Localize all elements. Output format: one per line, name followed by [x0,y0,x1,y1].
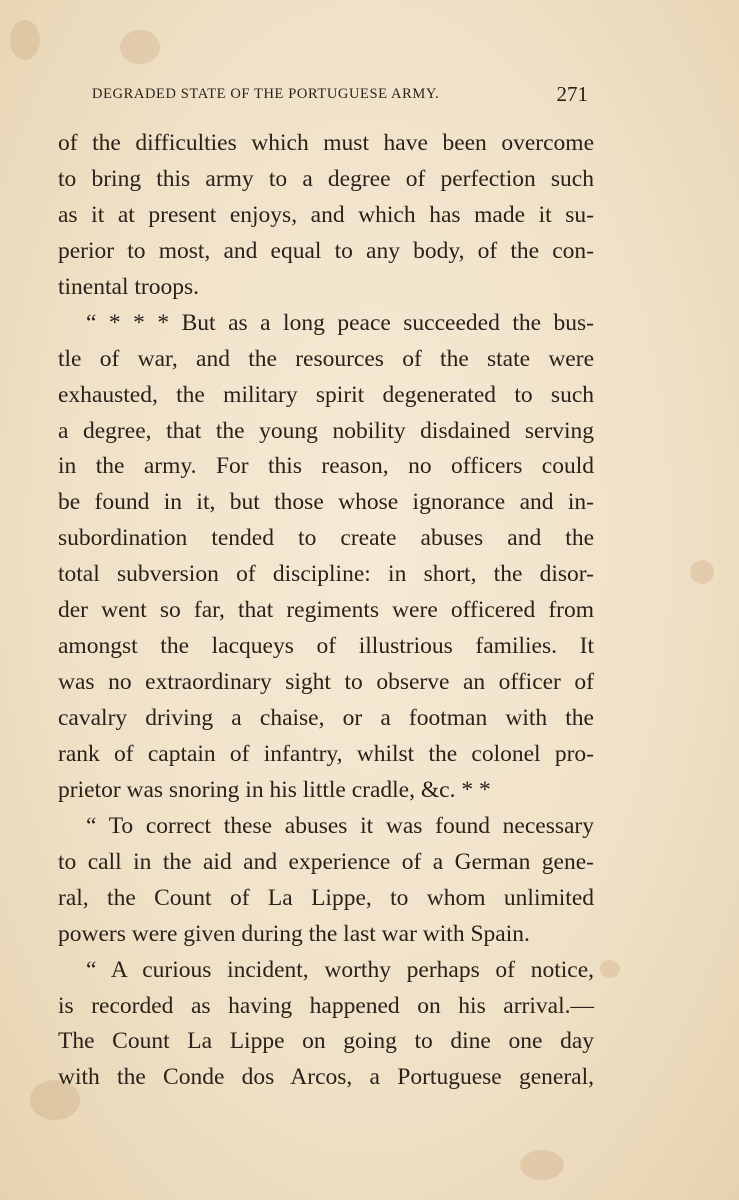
text-line: powers were given during the last war with Spain. [58,920,530,947]
paper-stain [520,1150,564,1180]
text-line: prietor was snoring in his little cradle, &c. * * [58,776,491,803]
text-line: “ To correct these abuses it was found necessary [86,812,594,839]
page-number: 271 [556,82,588,106]
text-line: perior to most, and equal to any body, of the con- [58,237,594,264]
text-line: was no extraordinary sight to observe an officer of [58,669,594,696]
text-line: of the difficulties which must have been overcome [58,130,594,156]
text-line: “ A curious incident, worthy perhaps of notice, [86,956,594,983]
paper-stain [600,960,620,978]
text-line: The Count La Lippe on going to dine one day [58,1028,594,1055]
text-line: rank of captain of infantry, whilst the colonel pro- [58,740,594,767]
text-line: a degree, that the young nobility disdained serving [58,417,594,444]
text-line: tle of war, and the resources of the state were [58,345,594,372]
text-line: to bring this army to a degree of perfection such [58,165,594,192]
text-line: be found in it, but those whose ignorance and in- [58,489,594,516]
text-line: with the Conde dos Arcos, a Portuguese general, [58,1064,594,1091]
body-text [58,126,594,1096]
text-line: “ * * * But as a long peace succeeded the bus- [86,309,594,336]
text-line: tinental troops. [58,273,199,300]
text-line: is recorded as having happened on his arrival.— [58,992,594,1019]
text-line: as it at present enjoys, and which has made it su- [58,201,594,228]
text-line: cavalry driving a chaise, or a footman with the [58,705,594,731]
text-line: amongst the lacqueys of illustrious families. It [58,633,594,660]
paper-stain [690,560,714,584]
running-header [92,82,592,108]
text-line: in the army. For this reason, no officers could [58,453,594,480]
text-line: ral, the Count of La Lippe, to whom unlimited [58,884,594,911]
text-line: subordination tended to create abuses and the [58,525,594,552]
text-line: der went so far, that regiments were officered from [58,597,594,624]
text-line: to call in the aid and experience of a German gene- [58,848,594,875]
paper-stain [120,30,160,64]
paper-stain [10,20,40,60]
header-title: DEGRADED STATE OF THE PORTUGUESE ARMY. [92,86,440,102]
text-line: exhausted, the military spirit degenerated to such [58,381,594,408]
text-line: total subversion of discipline: in short, the disor- [58,561,594,588]
